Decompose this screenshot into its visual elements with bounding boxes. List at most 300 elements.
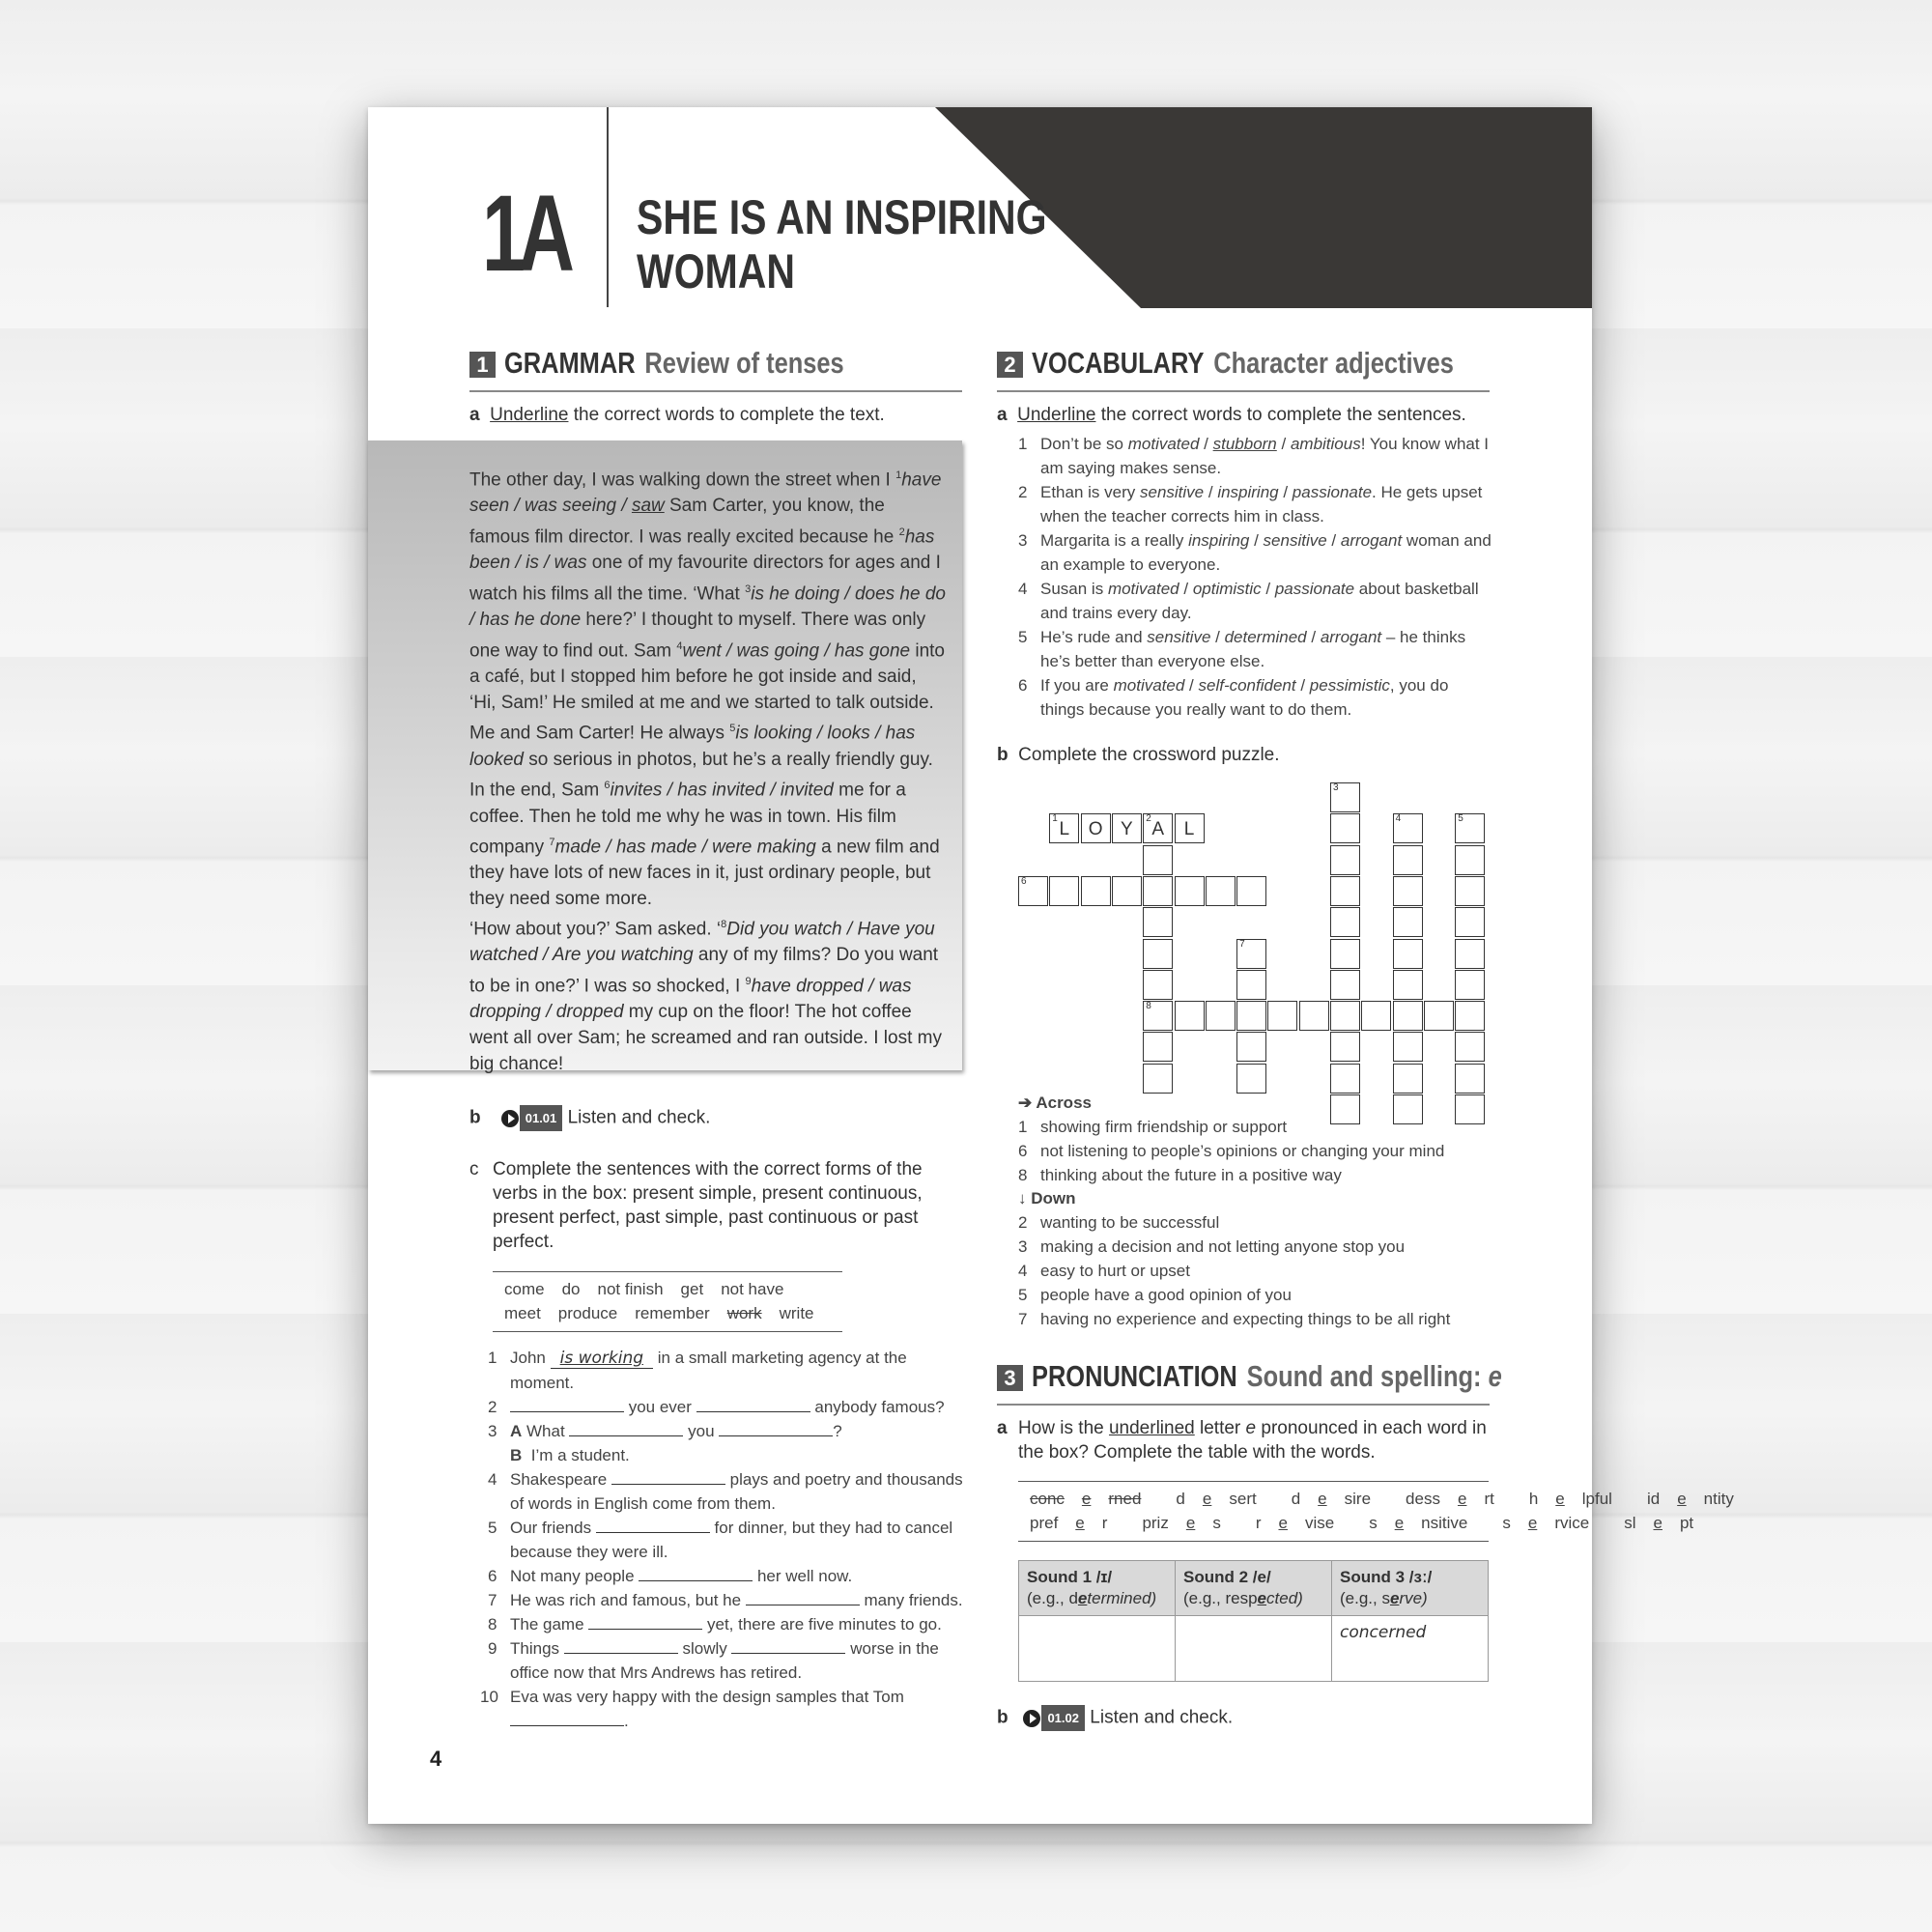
crossword-cell[interactable] <box>1049 876 1079 906</box>
sound-2-header <box>1176 1561 1332 1616</box>
pron-word: s e rvice <box>1502 1514 1590 1532</box>
word-box-row-1 <box>1030 1487 1734 1511</box>
sentence-text <box>510 1588 971 1612</box>
grammar-b-instruction <box>469 1105 972 1131</box>
vocabulary-title <box>1032 346 1454 381</box>
crossword-cell[interactable] <box>1455 939 1485 969</box>
sentence-item <box>488 1612 971 1636</box>
play-icon <box>501 1110 519 1127</box>
vocab-item-number: 6 <box>1018 676 1028 695</box>
sound-3-answer-cell[interactable] <box>1332 1616 1489 1682</box>
grammar-b-text: Listen and check. <box>567 1107 711 1128</box>
vocab-item-text[interactable]: Ethan is very sensitive / inspiring / passionate. He gets upset when the teacher corrects him in class. <box>1040 483 1483 526</box>
sound-1-title: Sound 1 /ɪ/ <box>1027 1568 1113 1586</box>
crossword-cell[interactable] <box>1081 876 1111 906</box>
crossword-cell[interactable] <box>1455 1001 1485 1031</box>
crossword-cell[interactable] <box>1330 782 1360 812</box>
pron-a-part2: letter <box>1194 1418 1246 1438</box>
unit-number: 1A <box>482 173 568 294</box>
sentence-item <box>488 1564 971 1588</box>
grammar-c-instruction: Complete the sentences with the correct forms of the verbs in the box: present simple, present continuous, present perfect, past simple, past continuous or past perfect. <box>493 1159 923 1252</box>
vocabulary-subtitle: Character adjectives <box>1213 346 1454 380</box>
sentence-part: Things <box>510 1639 564 1658</box>
across-clue-list <box>1018 1115 1492 1187</box>
sentence-number: 5 <box>488 1519 497 1537</box>
crossword-clue-number: 1 <box>1052 813 1058 825</box>
crossword-cell[interactable] <box>1393 813 1423 843</box>
sentence-number: 4 <box>488 1470 497 1489</box>
unit-divider <box>607 107 609 307</box>
crossword-clue-number: 6 <box>1021 875 1027 887</box>
grammar-title <box>504 346 844 381</box>
answer-blank[interactable] <box>564 1639 678 1654</box>
pronunciation-b-letter: b <box>997 1707 1009 1728</box>
box-word: produce <box>557 1304 618 1322</box>
crossword-cell[interactable] <box>1236 1064 1266 1094</box>
clue-number: 7 <box>1018 1310 1028 1328</box>
sentence-item <box>488 1636 971 1685</box>
sentence-text <box>510 1516 971 1564</box>
clue-text: showing firm friendship or support <box>1040 1118 1288 1136</box>
vocabulary-a-underline-word: Underline <box>1017 405 1096 425</box>
clue-item <box>1018 1139 1492 1163</box>
passage-text: The other day, I was walking down the street when I <box>469 469 896 491</box>
crossword-cell[interactable] <box>1143 1032 1173 1062</box>
pronunciation-a-instruction <box>1018 1416 1492 1464</box>
crossword-letter: O <box>1088 819 1103 840</box>
crossword-cell[interactable] <box>1330 1001 1360 1031</box>
crossword-cell[interactable] <box>1236 939 1266 969</box>
down-clue-list <box>1018 1210 1492 1331</box>
answer-options[interactable]: have dropped / was dropping / dropped <box>469 976 912 1023</box>
sound-1-header <box>1019 1561 1176 1616</box>
vocab-item-number: 2 <box>1018 483 1028 501</box>
clue-item <box>1018 1283 1492 1307</box>
answer-blank[interactable] <box>731 1639 845 1654</box>
sentence-number: 2 <box>488 1398 497 1416</box>
sentence-text <box>510 1395 971 1419</box>
passage-text: Sam Carter, you know, the famous film director. I was really excited because he <box>469 496 899 548</box>
sound-table-header-row <box>1019 1561 1489 1616</box>
sound-3-example-answer: concerned <box>1340 1623 1427 1642</box>
vocab-item <box>1018 432 1492 480</box>
crossword-cell[interactable] <box>1393 1001 1423 1031</box>
crossword-cell[interactable] <box>1455 970 1485 1000</box>
workbook-page <box>368 107 1734 1824</box>
clue-text: people have a good opinion of you <box>1040 1286 1292 1304</box>
pronunciation-title <box>1032 1359 1502 1394</box>
vocab-item-number: 3 <box>1018 531 1028 550</box>
clue-item <box>1018 1235 1492 1259</box>
sentence-part: I’m a student. <box>522 1446 630 1464</box>
answer-blank[interactable] <box>569 1422 683 1436</box>
sentence-part: Our friends <box>510 1519 596 1537</box>
clue-number: 5 <box>1018 1286 1028 1304</box>
answer-options[interactable]: is he doing / does he do / has he done <box>469 583 946 630</box>
pronunciation-a-letter-text: a <box>997 1418 1008 1438</box>
answer-blank[interactable] <box>510 1712 624 1726</box>
sentence-part: anybody famous? <box>810 1398 945 1416</box>
crossword-cell[interactable] <box>1393 907 1423 937</box>
pron-word: s e nsitive <box>1369 1514 1468 1532</box>
grammar-title-text: GRAMMAR <box>504 346 636 380</box>
pron-word: d e sert <box>1176 1490 1257 1508</box>
gap-number: 5 <box>729 723 736 735</box>
crossword-cell[interactable] <box>1330 939 1360 969</box>
pron-word: pref e r <box>1030 1514 1108 1532</box>
crossword-cell[interactable] <box>1206 876 1236 906</box>
crossword-cell[interactable] <box>1330 907 1360 937</box>
clue-item <box>1018 1210 1492 1235</box>
crossword-cell[interactable] <box>1175 876 1205 906</box>
sentence-part: slowly <box>677 1639 732 1658</box>
pron-word: conc e rned <box>1030 1490 1142 1508</box>
sentence-part: her well now. <box>753 1567 853 1585</box>
crossword-clue-number: 5 <box>1458 813 1463 825</box>
vocabulary-b-letter: b <box>997 745 1009 765</box>
crossword-cell[interactable] <box>1143 1001 1173 1031</box>
crossword-cell[interactable] <box>1143 813 1173 843</box>
passage-paragraph-1 <box>469 463 948 913</box>
crossword-cell[interactable] <box>1143 1064 1173 1094</box>
crossword-cell[interactable] <box>1175 1001 1205 1031</box>
sentence-part: . <box>624 1712 629 1730</box>
vocabulary-title-text: VOCABULARY <box>1032 346 1205 380</box>
crossword-cell[interactable] <box>1424 1001 1454 1031</box>
sentence-item <box>488 1395 971 1419</box>
crossword-cell[interactable] <box>1175 813 1205 843</box>
crossword-cell[interactable] <box>1112 813 1142 843</box>
grammar-a-letter: a <box>469 405 480 425</box>
passage-text: my cup on the floor! The hot coffee went all over Sam; he screamed and ran outside. I lost my big chance! <box>469 1002 942 1074</box>
crossword-cell[interactable] <box>1393 845 1423 875</box>
vocabulary-b-text: Complete the crossword puzzle. <box>1018 745 1280 765</box>
sentence-number: 6 <box>488 1567 497 1585</box>
sentence-part: worse in the office now that Mrs Andrews has retired. <box>510 1639 939 1682</box>
verb-box-bottom-line <box>493 1331 842 1332</box>
pron-word: id e ntity <box>1646 1490 1734 1508</box>
crossword-cell[interactable] <box>1393 1032 1423 1062</box>
sentence-item <box>488 1419 971 1467</box>
crossword-clue-number: 3 <box>1333 782 1339 793</box>
sentence-number: 8 <box>488 1615 497 1634</box>
vocabulary-a-rest: the correct words to complete the sentences. <box>1095 405 1466 425</box>
clue-text: having no experience and expecting things to be all right <box>1040 1310 1451 1328</box>
across-label: ➔ Across <box>1018 1094 1092 1112</box>
crossword-cell[interactable] <box>1112 876 1142 906</box>
answer-blank[interactable] <box>639 1567 753 1581</box>
sentence-text <box>510 1685 971 1733</box>
vocab-item <box>1018 577 1492 625</box>
passage-text: any of my films? Do you want to be in one?’ I was so shocked, I <box>469 945 939 997</box>
sentence-number: 9 <box>488 1639 497 1658</box>
gap-number: 4 <box>676 639 683 652</box>
sentence-part: ? <box>833 1422 842 1440</box>
crossword-letter: A <box>1151 819 1165 840</box>
pronunciation-subtitle <box>1247 1359 1502 1393</box>
audio-track-01-02[interactable] <box>1023 1705 1085 1731</box>
sentence-part: in a small marketing agency at the moment. <box>510 1349 907 1392</box>
sentence-part: John <box>510 1349 551 1367</box>
grammar-sentence-list <box>480 1346 971 1733</box>
crossword-cell[interactable] <box>1393 1064 1423 1094</box>
answer-blank[interactable] <box>696 1398 810 1412</box>
answer-options[interactable]: has been / is / was <box>469 526 935 574</box>
crossword-letter: Y <box>1121 819 1133 840</box>
unit-title <box>637 190 1047 298</box>
box-word: write <box>779 1304 814 1322</box>
pronunciation-subtitle-letter: e <box>1488 1359 1502 1393</box>
crossword-cell[interactable] <box>1361 1001 1391 1031</box>
box-word: do <box>561 1280 581 1298</box>
pronunciation-a-letter <box>997 1416 1011 1440</box>
pron-word: r e vise <box>1255 1514 1335 1532</box>
vocab-item <box>1018 673 1492 722</box>
pron-word: sl e pt <box>1624 1514 1694 1532</box>
sentence-part: you <box>683 1422 720 1440</box>
answer-options[interactable]: is looking / looks / has looked <box>469 723 916 770</box>
grammar-b-letter: b <box>469 1107 481 1128</box>
answer-blank[interactable] <box>719 1422 833 1436</box>
vocab-item-text[interactable]: Don’t be so motivated / stubborn / ambitious! You know what I am saying makes sense. <box>1040 435 1490 477</box>
clue-text: wanting to be successful <box>1040 1213 1220 1232</box>
vocabulary-a-letter: a <box>997 405 1008 425</box>
sentence-text <box>510 1612 971 1636</box>
crossword-cell[interactable] <box>1267 1001 1297 1031</box>
underlined-answer[interactable]: saw <box>631 496 665 517</box>
grammar-c-letter: c <box>469 1159 479 1179</box>
crossword-cell[interactable] <box>1455 907 1485 937</box>
grammar-number: 1 <box>469 352 496 378</box>
pronunciation-b-text: Listen and check. <box>1090 1707 1234 1728</box>
sentence-part: What <box>522 1422 570 1440</box>
crossword-cell[interactable] <box>1206 1001 1236 1031</box>
answer-options[interactable]: invites / has invited / invited <box>610 780 834 801</box>
sound-2-title: Sound 2 /e/ <box>1183 1568 1271 1586</box>
clue-number: 2 <box>1018 1213 1028 1232</box>
crossword-clue-number: 7 <box>1239 938 1245 950</box>
pronunciation-title-text: PRONUNCIATION <box>1032 1359 1237 1393</box>
pronunciation-heading <box>997 1359 1502 1406</box>
box-word: not finish <box>597 1280 664 1298</box>
grammar-a-underline-word: Underline <box>490 405 569 425</box>
crossword-cell[interactable] <box>1455 813 1485 843</box>
crossword-cell[interactable] <box>1236 1032 1266 1062</box>
sound-table <box>1018 1560 1489 1682</box>
vocab-item-text[interactable]: Margarita is a really inspiring / sensitive / arrogant woman and an example to everyone. <box>1040 531 1492 574</box>
crossword-clue-number: 8 <box>1146 1001 1151 1012</box>
speaker-b: B <box>510 1446 523 1464</box>
pron-a-part1: How is the <box>1018 1418 1109 1438</box>
crossword-letter: L <box>1059 819 1070 840</box>
vocabulary-item-list <box>1018 432 1492 722</box>
down-label: ↓ Down <box>1018 1189 1076 1208</box>
audio-code: 01.02 <box>1041 1705 1085 1731</box>
box-word: meet <box>504 1304 541 1322</box>
answer-blank[interactable] <box>596 1519 710 1533</box>
crossword-cell[interactable] <box>1455 845 1485 875</box>
answer-options[interactable]: went / was going / has gone <box>682 640 911 662</box>
verb-box-row-1 <box>504 1277 852 1301</box>
crossword-cell[interactable] <box>1393 970 1423 1000</box>
sentence-part: you ever <box>624 1398 696 1416</box>
clue-number: 3 <box>1018 1237 1028 1256</box>
sound-1-answer-cell[interactable] <box>1019 1616 1176 1682</box>
sentence-part: Eva was very happy with the design samples that Tom <box>510 1688 904 1706</box>
clue-item <box>1018 1163 1492 1187</box>
grammar-heading <box>469 346 962 392</box>
crossword-cell[interactable] <box>1330 876 1360 906</box>
pron-a-part3: pronounced in each word in the box? Complete the table with the words. <box>1018 1418 1487 1463</box>
passage-text: ‘How about you?’ Sam asked. ‘ <box>469 919 722 940</box>
pron-word: dess e rt <box>1406 1490 1494 1508</box>
vocab-item-number: 5 <box>1018 628 1028 646</box>
crossword-cell[interactable] <box>1236 876 1266 906</box>
sentence-part: The game <box>510 1615 589 1634</box>
passage-paragraph-2 <box>469 912 948 1077</box>
sentence-number: 10 <box>480 1688 498 1706</box>
vocabulary-heading <box>997 346 1490 392</box>
passage-text: me for a coffee. Then he told me why he was in town. His film company <box>469 780 906 858</box>
clue-text: easy to hurt or upset <box>1040 1262 1190 1280</box>
vocab-item <box>1018 528 1492 577</box>
answer-options[interactable]: made / has made / were making <box>554 837 816 858</box>
answer-options[interactable]: Did you watch / Have you watched / Are you watching <box>469 919 935 966</box>
sentence-item <box>488 1516 971 1564</box>
crossword-cell[interactable] <box>1330 813 1360 843</box>
clue-number: 6 <box>1018 1142 1028 1160</box>
passage-text: a new film and they have lots of new faces in it, just ordinary people, but they need some more. <box>469 837 940 910</box>
crossword-cell[interactable] <box>1081 813 1111 843</box>
crossword-cell[interactable] <box>1236 1001 1266 1031</box>
play-icon <box>1023 1710 1040 1727</box>
sound-3-header <box>1332 1561 1489 1616</box>
sentence-text <box>510 1419 971 1467</box>
clue-text: not listening to people’s opinions or changing your mind <box>1040 1142 1445 1160</box>
audio-track-01-01[interactable] <box>501 1105 563 1131</box>
box-word: get <box>680 1280 704 1298</box>
reading-passage-box <box>368 440 962 1074</box>
sound-2-example: (e.g., respected) <box>1183 1589 1303 1607</box>
crossword-cell[interactable] <box>1143 970 1173 1000</box>
clue-number: 8 <box>1018 1166 1028 1184</box>
sentence-text <box>510 1636 971 1685</box>
gap-number: 3 <box>745 582 752 595</box>
vocab-item-number: 4 <box>1018 580 1028 598</box>
speaker-a: A <box>510 1422 523 1440</box>
sentence-part: for dinner, but they had to cancel because they were ill. <box>510 1519 953 1561</box>
pron-word: d e sire <box>1291 1490 1372 1508</box>
sentence-part: many friends. <box>859 1591 963 1609</box>
sentence-number: 3 <box>488 1422 497 1440</box>
crossword-letter: L <box>1183 819 1195 840</box>
crossword-cell[interactable] <box>1455 1032 1485 1062</box>
unit-title-line1: SHE IS AN INSPIRING <box>637 190 1047 244</box>
vocab-item-text[interactable]: If you are motivated / self-confident / pessimistic, you do things because you really want to do them. <box>1040 676 1449 719</box>
clue-item <box>1018 1259 1492 1283</box>
box-word: not have <box>721 1280 784 1298</box>
pronunciation-b-instruction <box>997 1705 1499 1731</box>
crossword-cell[interactable] <box>1143 907 1173 937</box>
answer-blank[interactable] <box>611 1470 725 1485</box>
pron-a-underlined: underlined <box>1108 1418 1195 1438</box>
gap-number: 6 <box>604 780 611 792</box>
sentence-number: 7 <box>488 1591 497 1609</box>
sentence-text <box>510 1467 971 1516</box>
passage-text: so serious in photos, but he’s a really friendly guy. In the end, Sam <box>469 749 933 801</box>
box-word: work <box>726 1304 762 1322</box>
crossword-cell[interactable] <box>1455 1064 1485 1094</box>
unit-title-line2: WOMAN <box>637 244 795 298</box>
crossword-cell[interactable] <box>1143 845 1173 875</box>
passage-text: here?’ I thought to myself. There was only one way to find out. Sam <box>469 609 926 662</box>
example-answer: is working <box>551 1349 653 1369</box>
sound-2-answer-cell[interactable] <box>1176 1616 1332 1682</box>
grammar-subtitle: Review of tenses <box>644 346 844 380</box>
crossword-cell[interactable] <box>1049 813 1079 843</box>
vocab-item <box>1018 480 1492 528</box>
clue-number: 1 <box>1018 1118 1028 1136</box>
answer-blank[interactable] <box>588 1615 702 1630</box>
vocab-item-text[interactable]: He’s rude and sensitive / determined / arrogant – he thinks he’s better than everyone else. <box>1040 628 1466 670</box>
crossword-cell[interactable] <box>1455 876 1485 906</box>
answer-blank[interactable] <box>746 1591 860 1605</box>
crossword-cell[interactable] <box>1393 876 1423 906</box>
crossword-cell[interactable] <box>1143 939 1173 969</box>
clue-number: 4 <box>1018 1262 1028 1280</box>
vocabulary-a-instruction <box>997 403 1499 427</box>
sentence-item <box>488 1467 971 1516</box>
pronunciation-subtitle-text: Sound and spelling: <box>1246 1359 1489 1393</box>
gap-number: 2 <box>898 526 905 538</box>
crossword-cell[interactable] <box>1393 939 1423 969</box>
clue-text: making a decision and not letting anyone stop you <box>1040 1237 1406 1256</box>
audio-code: 01.01 <box>520 1105 563 1131</box>
crossword-cell[interactable] <box>1299 1001 1329 1031</box>
verb-box-row-2 <box>504 1301 852 1325</box>
crossword-cell[interactable] <box>1143 876 1173 906</box>
sentence-number: 1 <box>488 1349 497 1367</box>
crossword-cell[interactable] <box>1236 970 1266 1000</box>
crossword-cell[interactable] <box>1330 1032 1360 1062</box>
sound-3-title: Sound 3 /ɜː/ <box>1340 1568 1433 1586</box>
answer-options[interactable]: have seen / was seeing / <box>469 469 942 517</box>
clue-item <box>1018 1115 1492 1139</box>
grammar-a-instruction <box>469 403 972 427</box>
verb-box-top-line <box>493 1271 842 1272</box>
crossword-cell[interactable] <box>1330 1064 1360 1094</box>
crossword-cell[interactable] <box>1330 845 1360 875</box>
sentence-part: Not many people <box>510 1567 639 1585</box>
word-box-row-2 <box>1030 1511 1694 1535</box>
answer-blank[interactable] <box>510 1398 624 1412</box>
sound-table-answer-row <box>1019 1616 1489 1682</box>
sound-1-example: (e.g., determined) <box>1027 1589 1157 1607</box>
crossword-cell[interactable] <box>1018 876 1048 906</box>
vocabulary-number: 2 <box>997 352 1023 378</box>
pronunciation-number: 3 <box>997 1365 1023 1391</box>
crossword-cell[interactable] <box>1330 970 1360 1000</box>
gap-number: 7 <box>549 837 555 849</box>
vocab-item-text[interactable]: Susan is motivated / optimistic / passionate about basketball and trains every day. <box>1040 580 1479 622</box>
crossword-clue-number: 2 <box>1146 813 1151 825</box>
clue-item <box>1018 1307 1492 1331</box>
box-word: come <box>504 1280 545 1298</box>
sentence-part: plays and poetry and thousands of words in English come from them. <box>510 1470 963 1513</box>
sentence-part: He was rich and famous, but he <box>510 1591 746 1609</box>
sentence-item <box>488 1588 971 1612</box>
sentence-item <box>488 1346 971 1395</box>
